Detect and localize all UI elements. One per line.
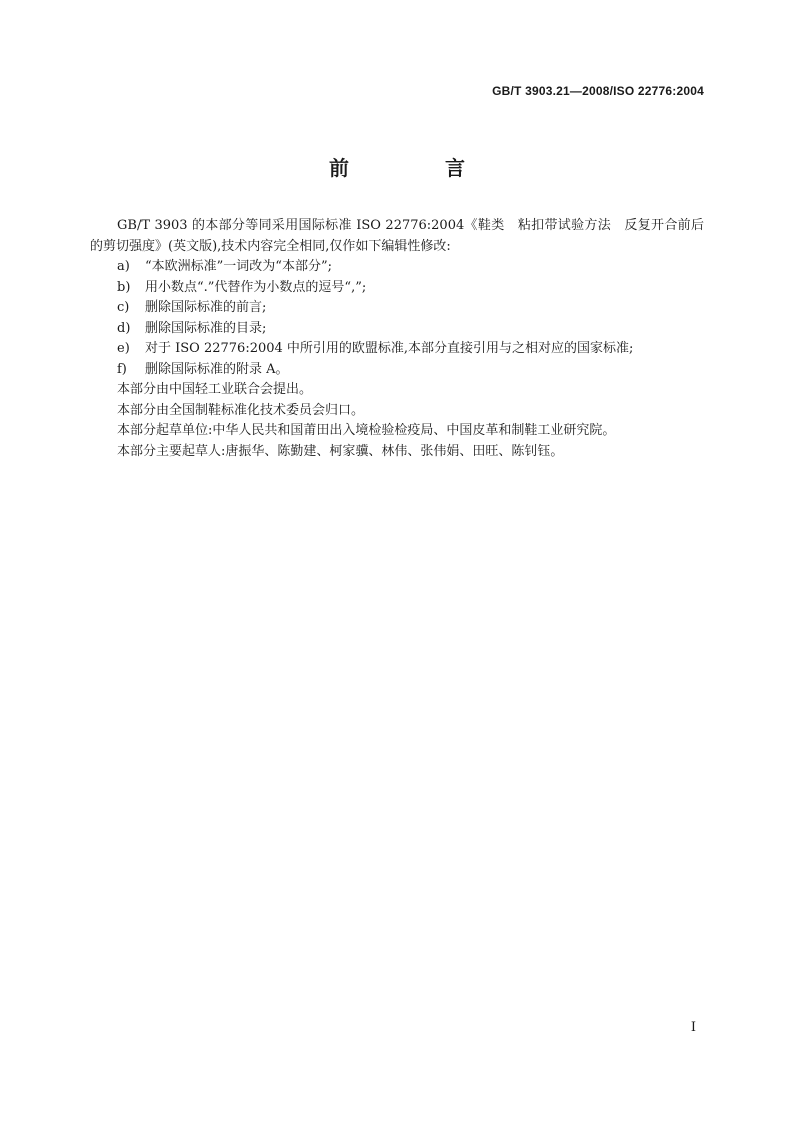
drafting-units-statement: 本部分起草单位:中华人民共和国莆田出入境检验检疫局、中国皮革和制鞋工业研究院。 xyxy=(117,423,616,438)
list-item-label: b) xyxy=(117,279,131,295)
drafters-statement: 本部分主要起草人:唐振华、陈勤建、柯家骥、林伟、张伟娟、田旺、陈钊钰。 xyxy=(117,443,564,459)
list-item-label: f) xyxy=(117,361,127,377)
list-item-text: 删除国际标准的前言; xyxy=(145,300,267,315)
list-item xyxy=(90,298,704,319)
foreword-body xyxy=(90,216,704,462)
standard-code-header: GB/T 3903.21—2008/ISO 22776:2004 xyxy=(492,84,704,98)
list-item-text: “本欧洲标准”一词改为“本部分”; xyxy=(145,259,332,274)
list-item-label: d) xyxy=(117,320,131,336)
list-item-label: a) xyxy=(117,259,130,274)
list-item xyxy=(90,257,704,278)
committee-statement: 本部分由全国制鞋标准化技术委员会归口。 xyxy=(117,402,365,418)
list-item xyxy=(90,360,704,381)
list-item-text: 用小数点“.”代替作为小数点的逗号“,”; xyxy=(145,279,367,295)
proposer-statement: 本部分由中国轻工业联合会提出。 xyxy=(117,382,313,397)
list-item xyxy=(90,339,704,360)
list-item-text: 删除国际标准的附录 A。 xyxy=(145,361,289,377)
list-item xyxy=(90,319,704,340)
page-title: 前 言 xyxy=(329,156,503,180)
list-item-label: e) xyxy=(117,341,130,356)
list-item xyxy=(90,278,704,299)
list-item-text: 删除国际标准的目录; xyxy=(145,320,267,336)
list-item-label: c) xyxy=(117,300,130,315)
page-number: I xyxy=(690,1020,696,1035)
intro-paragraph: GB/T 3903 的本部分等同采用国际标准 ISO 22776:2004《鞋类 粘扣带试验方法 反复开合前后的剪切强度》(英文版),技术内容完全相同,仅作如下编辑性修改: xyxy=(90,218,704,254)
list-item-text: 对于 ISO 22776:2004 中所引用的欧盟标准,本部分直接引用与之相对应的国家标准; xyxy=(145,341,634,356)
